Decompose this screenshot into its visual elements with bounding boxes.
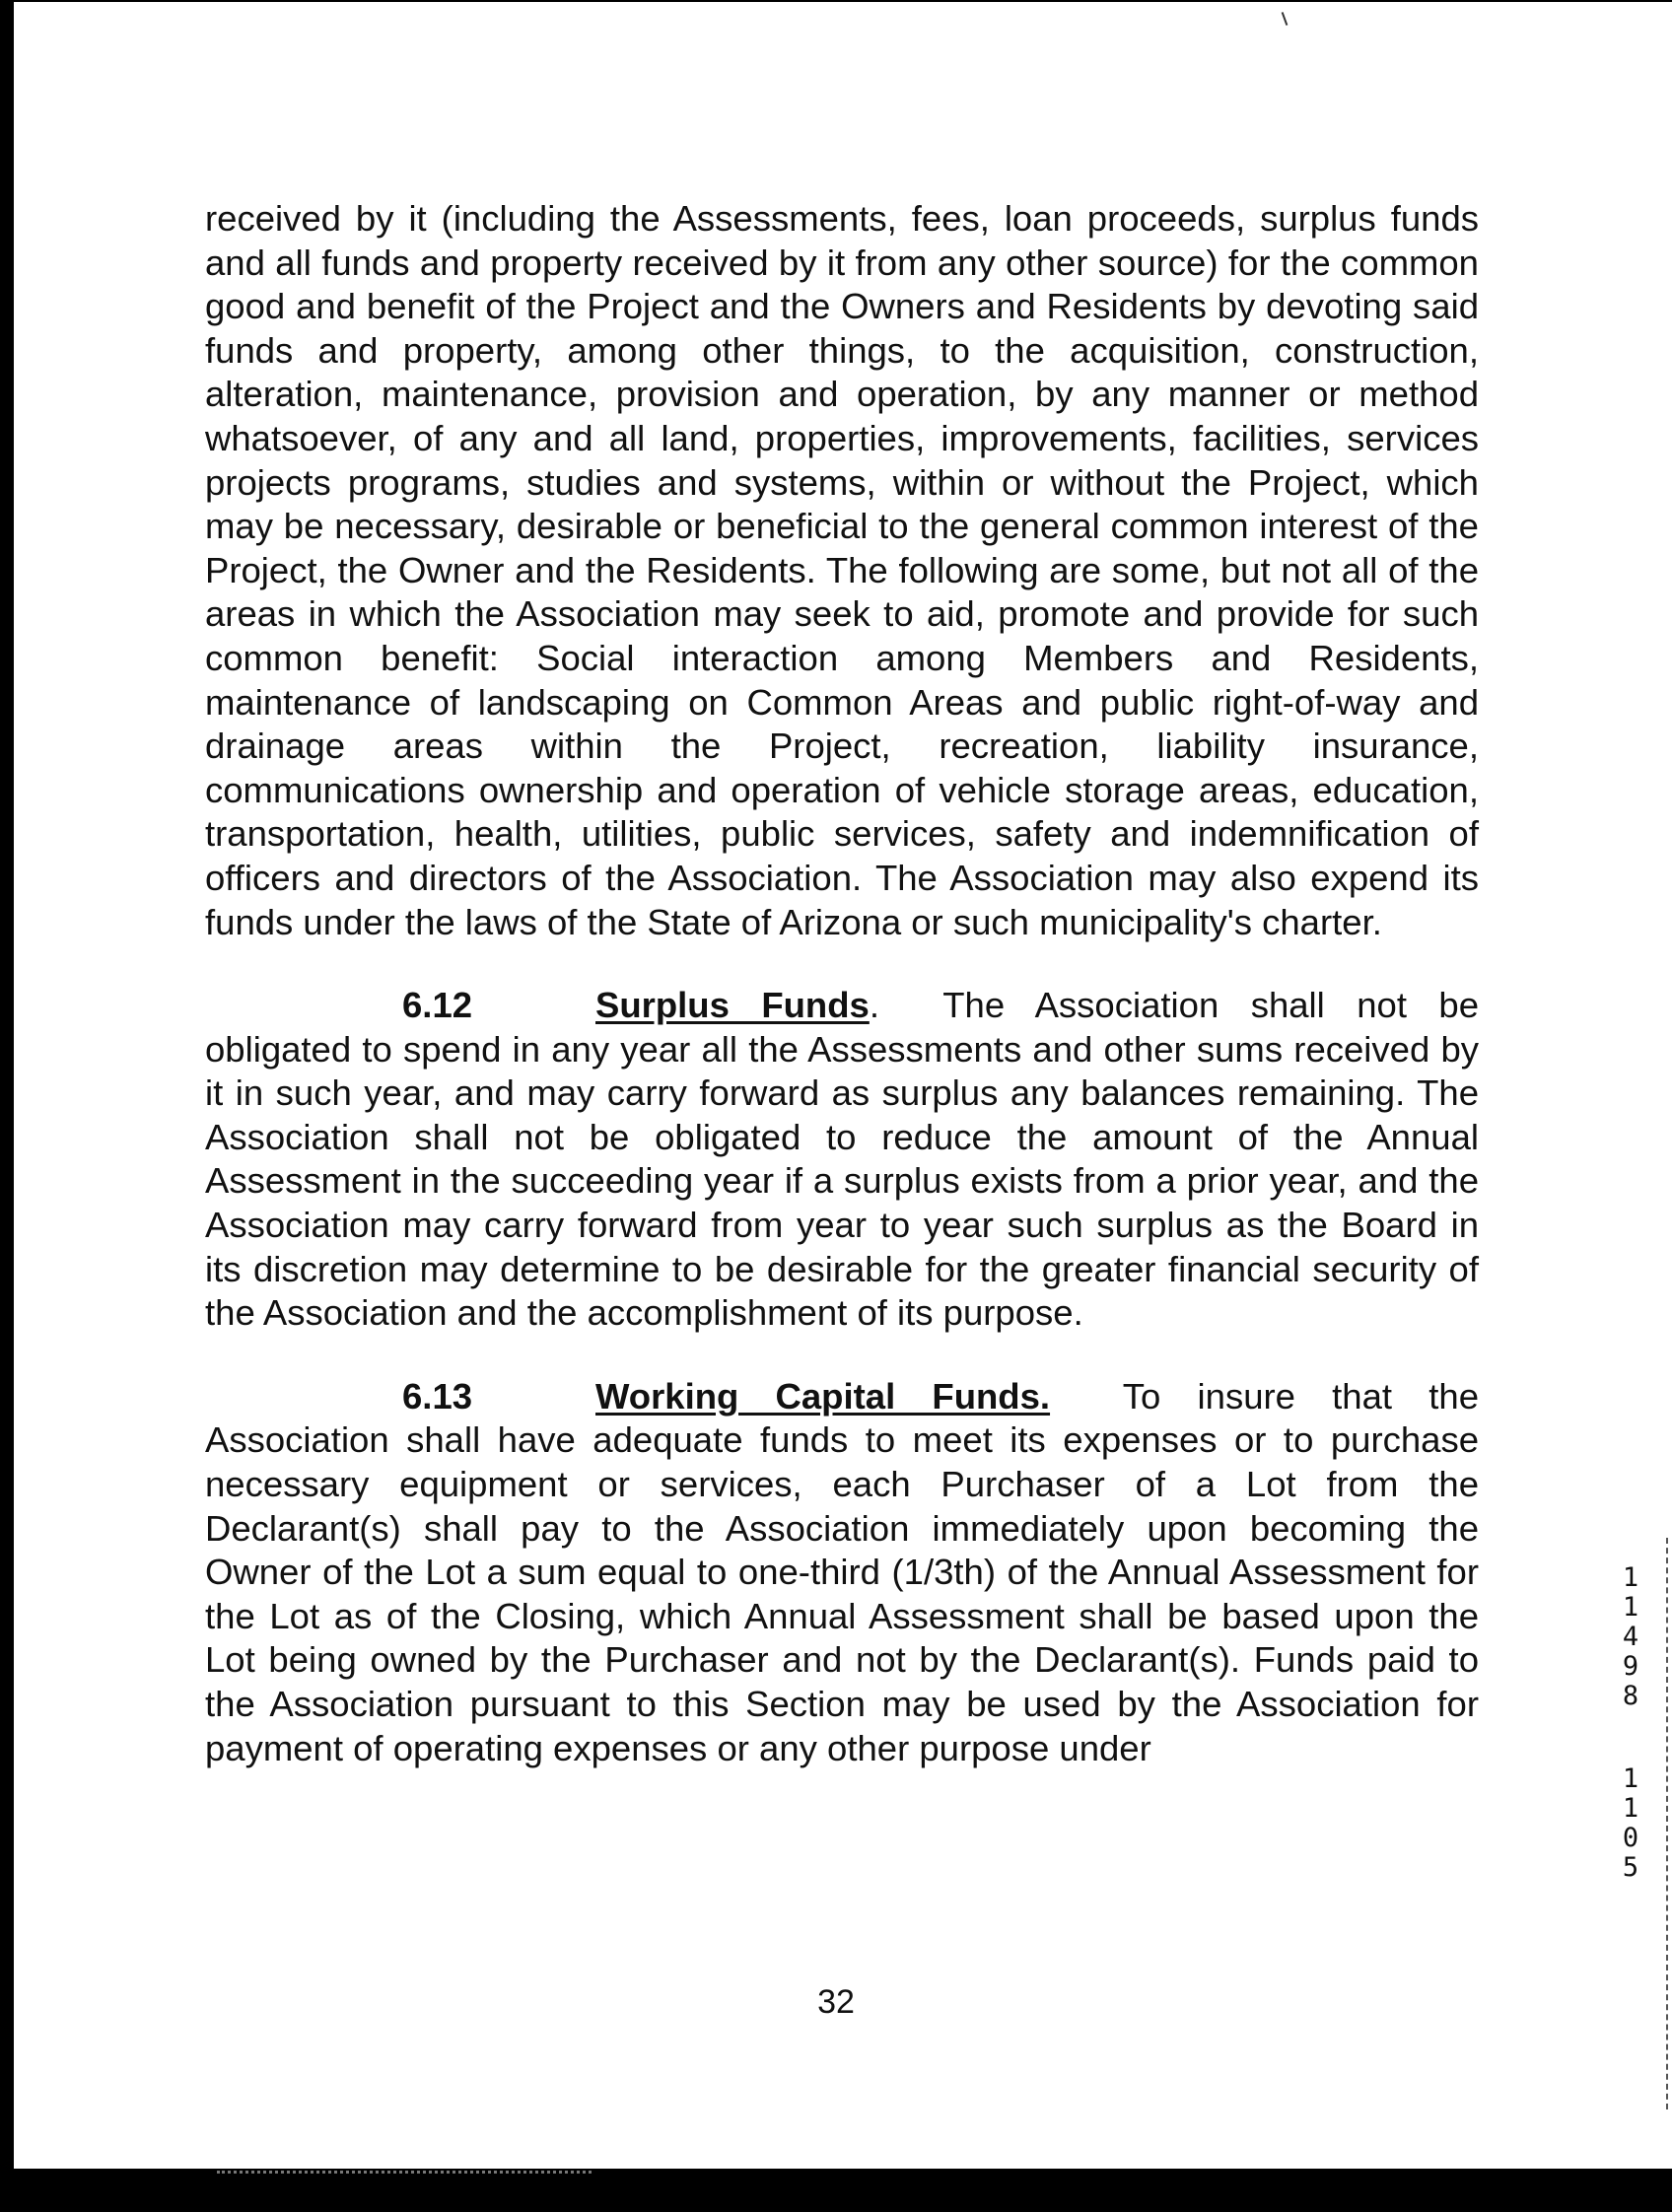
recording-stamp-lower: [1617, 1764, 1644, 1883]
scan-frame-left: [0, 0, 14, 2212]
section-body: The Association shall not be obligated to spend in any year all the Assessments and other sums received by it in such year, and may carry forward as surplus any balances remaining. The Association shall not be obligated to reduce the amount of the Annual Assessment in the succeeding year if a surplus exists from a prior year, and the Association may carry forward from year to year such surplus as the Board in its discretion may determine to be desirable for the greater financial security of the Association and the accomplishment of its purpose.: [205, 985, 1480, 1334]
stamp-digit: 4: [1622, 1622, 1639, 1652]
section-number: 6.13: [402, 1375, 473, 1417]
stamp-digit: 1: [1622, 1562, 1639, 1593]
section-6-13: [205, 1375, 1479, 1770]
intro-paragraph: received by it (including the Assessments, fees, loan proceeds, surplus funds and all funds and property received by it from any other source) for the common good and benefit of the Project and the Owners and Residents by devoting said funds and property, among other things, to the acquisition, construction, alteration, maintenance, provision and operation, by any manner or method whatsoever, of any and all land, properties, improvements, facilities, services projects programs, studies and systems, within or without the Project, which may be necessary, desirable or beneficial to the general common interest of the Project, the Owner and the Residents. The following are some, but not all of the areas in which the Association may seek to aid, promote and provide for such common benefit: Social interaction among Members and Residents, maintenance of landscaping on Common Areas and public right-of-way and drainage areas within the Project, recreation, liability insurance, communications ownership and operation of vehicle storage areas, education, transportation, health, utilities, public services, safety and indemnification of officers and directors of the Association. The Association may also expend its funds under the laws of the State of Arizona or such municipality's charter.: [205, 198, 1479, 942]
stamp-digit: 1: [1622, 1763, 1639, 1794]
section-body: To insure that the Association shall have adequate funds to meet its expenses or to purchase necessary equipment or services, each Purchaser of a Lot from the Declarant(s) shall pay to the Association immediately upon becoming the Owner of the Lot a sum equal to one-third (1/3th) of the Annual Assessment for the Lot as of the Closing, which Annual Assessment shall be based upon the Lot being owned by the Purchaser and not by the Declarant(s). Funds paid to the Association pursuant to this Section may be used by the Association for payment of operating expenses or any other purpose under: [205, 1375, 1479, 1768]
scan-artifact-dots: [217, 2171, 592, 2177]
section-title-punct: .: [869, 985, 879, 1026]
section-6-12: [205, 984, 1479, 1336]
section-number: 6.12: [402, 985, 473, 1026]
stamp-digit: 1: [1622, 1592, 1639, 1623]
scan-artifact-tick: [1282, 12, 1289, 26]
stamp-digit: 9: [1622, 1651, 1639, 1682]
section-title: Surplus Funds: [595, 985, 870, 1026]
stamp-digit: 0: [1622, 1823, 1639, 1853]
document-body: [205, 197, 1479, 1770]
page-number: 32: [817, 1983, 855, 2021]
section-title: Working Capital Funds.: [595, 1375, 1051, 1417]
scan-frame-top: [0, 0, 1672, 2]
scan-artifact-edge: [1666, 1538, 1670, 2109]
stamp-digit: 5: [1622, 1852, 1639, 1883]
recording-stamp-upper: [1617, 1563, 1644, 1711]
stamp-digit: 1: [1622, 1793, 1639, 1824]
stamp-digit: 8: [1622, 1681, 1639, 1711]
